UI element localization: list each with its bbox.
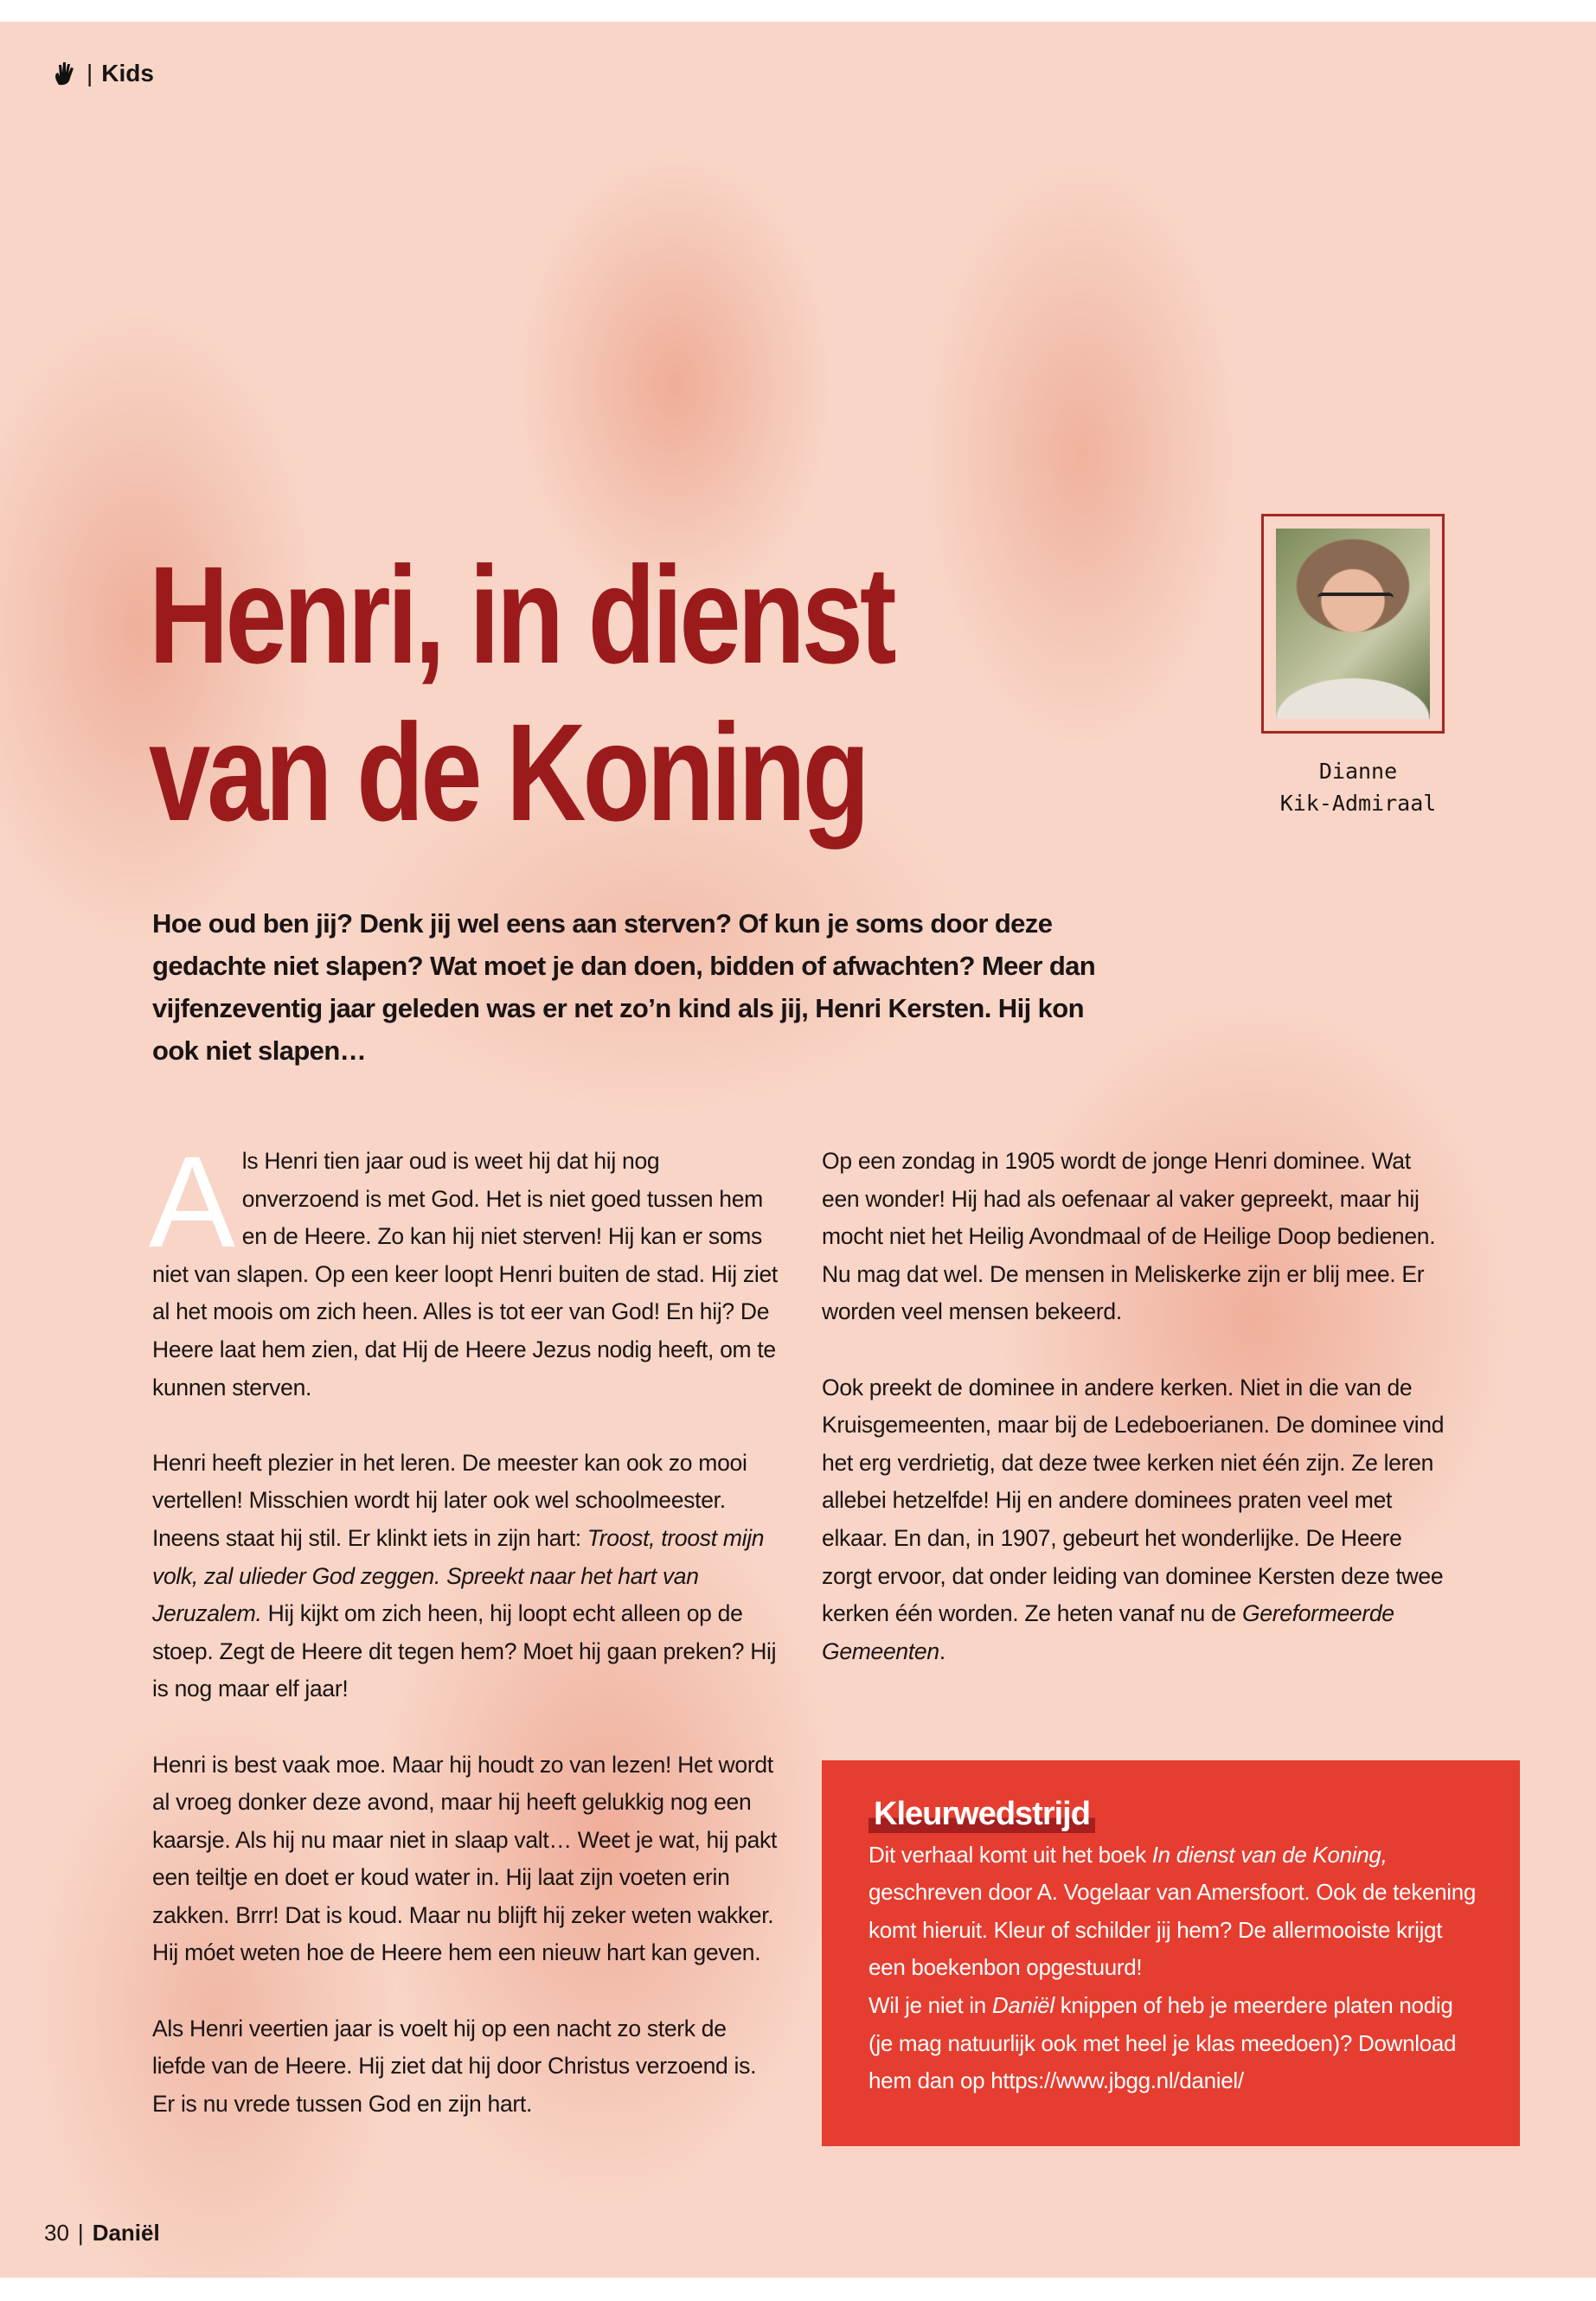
quote-italic: Troost, troost mijn volk, zal ulieder God zeggen. Spreekt naar het hart van Jeruzalem. bbox=[152, 1524, 765, 1627]
paragraph-text: . bbox=[939, 1638, 945, 1664]
footer-separator: | bbox=[77, 2220, 84, 2246]
contest-text-part: Wil je niet in bbox=[869, 1991, 992, 2018]
paragraph bbox=[152, 1445, 779, 1708]
contest-text-part: Dit verhaal komt uit het boek bbox=[869, 1841, 1152, 1868]
title-line-1: Henri, in dienst bbox=[149, 537, 894, 692]
section-label: Kids bbox=[101, 60, 154, 87]
section-header bbox=[52, 60, 154, 87]
intro-paragraph: Hoe oud ben jij? Denk jij wel eens aan sterven? Of kun je soms door deze gedachte niet slapen? Wat moet je dan doen, bidden of afwachten? Meer dan vijfenzeventig jaar geleden was er net zo’n kind als jij, Henri Kersten. Hij kon ook niet slapen… bbox=[152, 908, 1096, 1066]
magazine-name: Daniël bbox=[92, 2220, 160, 2246]
contest-box bbox=[822, 1760, 1520, 2146]
book-title-italic: In dienst van de Koning, bbox=[1151, 1841, 1388, 1868]
download-link[interactable]: https://www.jbgg.nl/daniel/ bbox=[990, 2067, 1244, 2094]
paragraph bbox=[822, 1369, 1449, 1671]
page-footer bbox=[44, 2220, 160, 2247]
page-title bbox=[149, 536, 894, 851]
paragraph: Henri is best vaak moe. Maar hij houdt zo van lezen! Het wordt al vroeg donker deze avond, maar hij heeft gelukkig nog een kaarsje. Als hij nu maar niet in slaap valt… Weet je wat, hij pakt een teiltje en doet er koud water in. Hij laat zijn voeten erin zakken. Brrr! Dat is koud. Maar nu blijft hij zeker weten wakker. Hij móet weten hoe de Heere hem een nieuw hart kan geven. bbox=[152, 1751, 778, 1966]
title-line-2: van de Koning bbox=[149, 695, 867, 849]
author-last-name: Kik-Admiraal bbox=[1279, 791, 1437, 816]
author-photo-frame bbox=[1261, 514, 1445, 734]
contest-text-part: geschreven door A. Vogelaar van Amersfoort. Ook de tekening komt hieruit. Kleur of schilder jij hem? De allermooiste krijgt een boekenbon opgestuurd! bbox=[869, 1879, 1477, 1981]
magazine-page bbox=[0, 22, 1596, 2278]
contest-heading: Kleurwedstrijd bbox=[869, 1795, 1095, 1833]
paragraph: Op een zondag in 1905 wordt de jonge Henri dominee. Wat een wonder! Hij had als oefenaar al vaker gepreekt, maar hij mocht niet het Heilig Avondmaal of de Heilige Doop bedienen. Nu mag dat wel. De mensen in Meliskerke zijn er blij mee. Er worden veel mensen bekeerd. bbox=[822, 1148, 1436, 1325]
contest-text bbox=[869, 1836, 1477, 2100]
paragraph-text: Henri heeft plezier in het leren. De meester kan ook zo mooi vertellen! Misschien wordt hij later ook wel schoolmeester. Ineens staat hij stil. Er klinkt iets in zijn hart: bbox=[152, 1449, 747, 1551]
magazine-name-italic: Daniël bbox=[991, 1991, 1054, 2018]
left-column bbox=[149, 1129, 779, 2161]
paragraph-text: Hij kijkt om zich heen, hij loopt echt alleen op de stoep. Zegt de Heere dit tegen hem? Moet hij gaan preken? Hij is nog maar elf jaar! bbox=[152, 1600, 777, 1702]
paragraph-text: ls Henri tien jaar oud is weet hij dat hij nog onverzoend is met God. Het is niet goed tussen hem en de Heere. Zo kan hij niet sterven! Hij kan er soms niet van slapen. Op een keer loopt Henri buiten de stad. Hij ziet al het moois om zich heen. Alles is tot eer van God! En hij? De Heere laat hem zien, dat Hij de Heere Jezus nodig heeft, om te kunnen sterven. bbox=[152, 1148, 778, 1400]
header-separator: | bbox=[87, 60, 93, 87]
church-name-italic: Gereformeerde Gemeenten bbox=[822, 1600, 1394, 1664]
page-number: 30 bbox=[44, 2220, 69, 2246]
drop-cap: A bbox=[149, 1129, 235, 1274]
author-photo bbox=[1276, 529, 1430, 719]
paragraph-text: Ook preekt de dominee in andere kerken. Niet in die van de Kruisgemeenten, maar bij de Ledeboerianen. De dominee vind het erg verdrietig, dat deze twee kerken niet één zijn. Ze leren allebei hetzelfde! Hij en andere dominees praten veel met elkaar. En dan, in 1907, gebeurt het wonderlijke. De Heere zorgt ervoor, dat onder leiding van dominee Kersten deze twee kerken één worden. Ze heten vanaf nu de bbox=[822, 1374, 1445, 1627]
author-byline bbox=[1237, 755, 1479, 819]
paragraph: Als Henri veertien jaar is voelt hij op een nacht zo sterk de liefde van de Heere. Hij ziet dat hij door Christus verzoend is. Er is nu vrede tussen God en zijn hart. bbox=[152, 2015, 757, 2117]
paragraph bbox=[149, 1129, 779, 1407]
contest-text-part: knippen of heb je meerdere platen nodig (je mag natuurlijk ook met heel je klas meedoen)? Download hem dan op bbox=[869, 1991, 1457, 2094]
author-first-name: Dianne bbox=[1318, 759, 1398, 784]
right-column bbox=[822, 1143, 1449, 1708]
hand-icon bbox=[52, 61, 78, 87]
